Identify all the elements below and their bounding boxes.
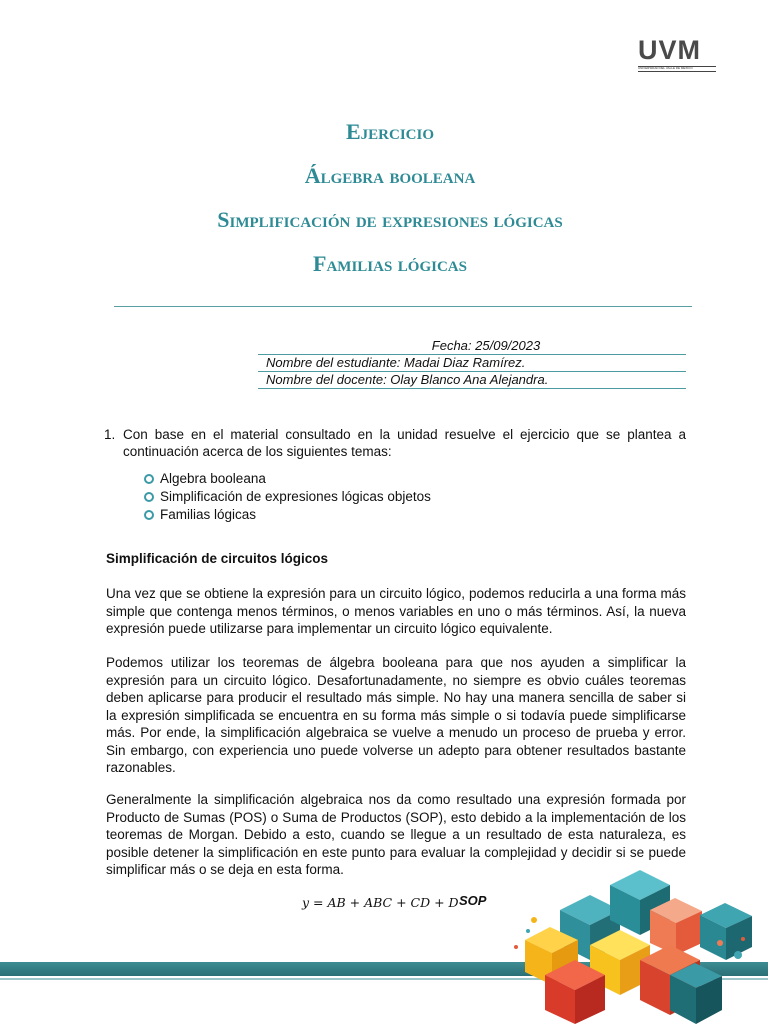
- meta-date: Fecha: 25/09/2023: [431, 338, 541, 353]
- question-1: [104, 426, 686, 460]
- topic-label: Familias lógicas: [160, 507, 257, 522]
- list-item: [144, 470, 431, 488]
- logo-wordmark: UVM: [638, 35, 701, 65]
- cube-cluster: [514, 870, 752, 1024]
- circle-bullet-icon: [144, 492, 154, 502]
- paragraph: Podemos utilizar los teoremas de álgebra booleana para que nos ayuden a simplificar la expresión para un circuito lógico. Desafortunadamente, no siempre es obvio cuáles teoremas deben aplicarse para producir el resultado más simple. No hay una manera sencilla de saber si la expresión simplificada se encuentra en su forma más simple o si todavía puede simplificarse más. Por ende, la simplificación algebraica se vuelve a menudo un proceso de prueba y error. Sin embargo, con experiencia uno puede volverse un adepto para obtener resultados bastante razonables.: [106, 655, 686, 775]
- circle-bullet-icon: [144, 474, 154, 484]
- document-titles: [90, 112, 690, 288]
- uvm-logo: [638, 36, 720, 72]
- sop-formula: y = AB + ABC + CD + D: [302, 895, 459, 910]
- topic-list: [144, 470, 431, 524]
- list-item: [144, 488, 431, 506]
- decorative-cubes-graphic: [490, 855, 768, 1024]
- circle-bullet-icon: [144, 510, 154, 520]
- sop-tag: SOP: [459, 893, 487, 908]
- list-item: [144, 506, 431, 524]
- title-divider: [114, 306, 692, 307]
- question-text: Con base en el material consultado en la unidad resuelve el ejercicio que se plantea a continuación acerca de los siguientes temas:: [123, 427, 686, 459]
- logo-tagline: UNIVERSIDAD DEL VALLE DE MÉXICO: [638, 66, 716, 72]
- paragraph: Generalmente la simplificación algebraica nos da como resultado una expresión formada por Producto de Sumas (POS) o Suma de Productos (SOP), esto debido a la implementación de los teoremas de Morgan. Debido a esto, cuando se llegue a un resultado de esta naturaleza, es posible detener la simplificación en este punto para evaluar la complejidad y decidir si se puede simplificar más o se deja en esta forma.: [106, 792, 686, 877]
- meta-student: Nombre del estudiante: Madai Diaz Ramírez.: [258, 354, 686, 371]
- document-meta: [258, 337, 686, 389]
- meta-teacher: Nombre del docente: Olay Blanco Ana Alejandra.: [258, 371, 686, 389]
- paragraph: Una vez que se obtiene la expresión para un circuito lógico, podemos reducirla a una forma más simple que contenga menos términos, o menos variables en uno o más términos. Así, la nueva expresión puede utilizarse para implementar un circuito lógico equivalente.: [106, 586, 686, 636]
- topic-label: Algebra booleana: [160, 471, 266, 486]
- topic-label: Simplificación de expresiones lógicas objetos: [160, 489, 431, 504]
- section-heading: Simplificación de circuitos lógicos: [106, 551, 329, 566]
- question-number: 1.: [104, 427, 116, 442]
- title-algebra: Álgebra booleana: [304, 163, 476, 188]
- title-ejercicio: Ejercicio: [345, 119, 435, 144]
- title-simplificacion: Simplificación de expresiones lógicas: [217, 207, 563, 232]
- title-familias: Familias lógicas: [313, 251, 467, 276]
